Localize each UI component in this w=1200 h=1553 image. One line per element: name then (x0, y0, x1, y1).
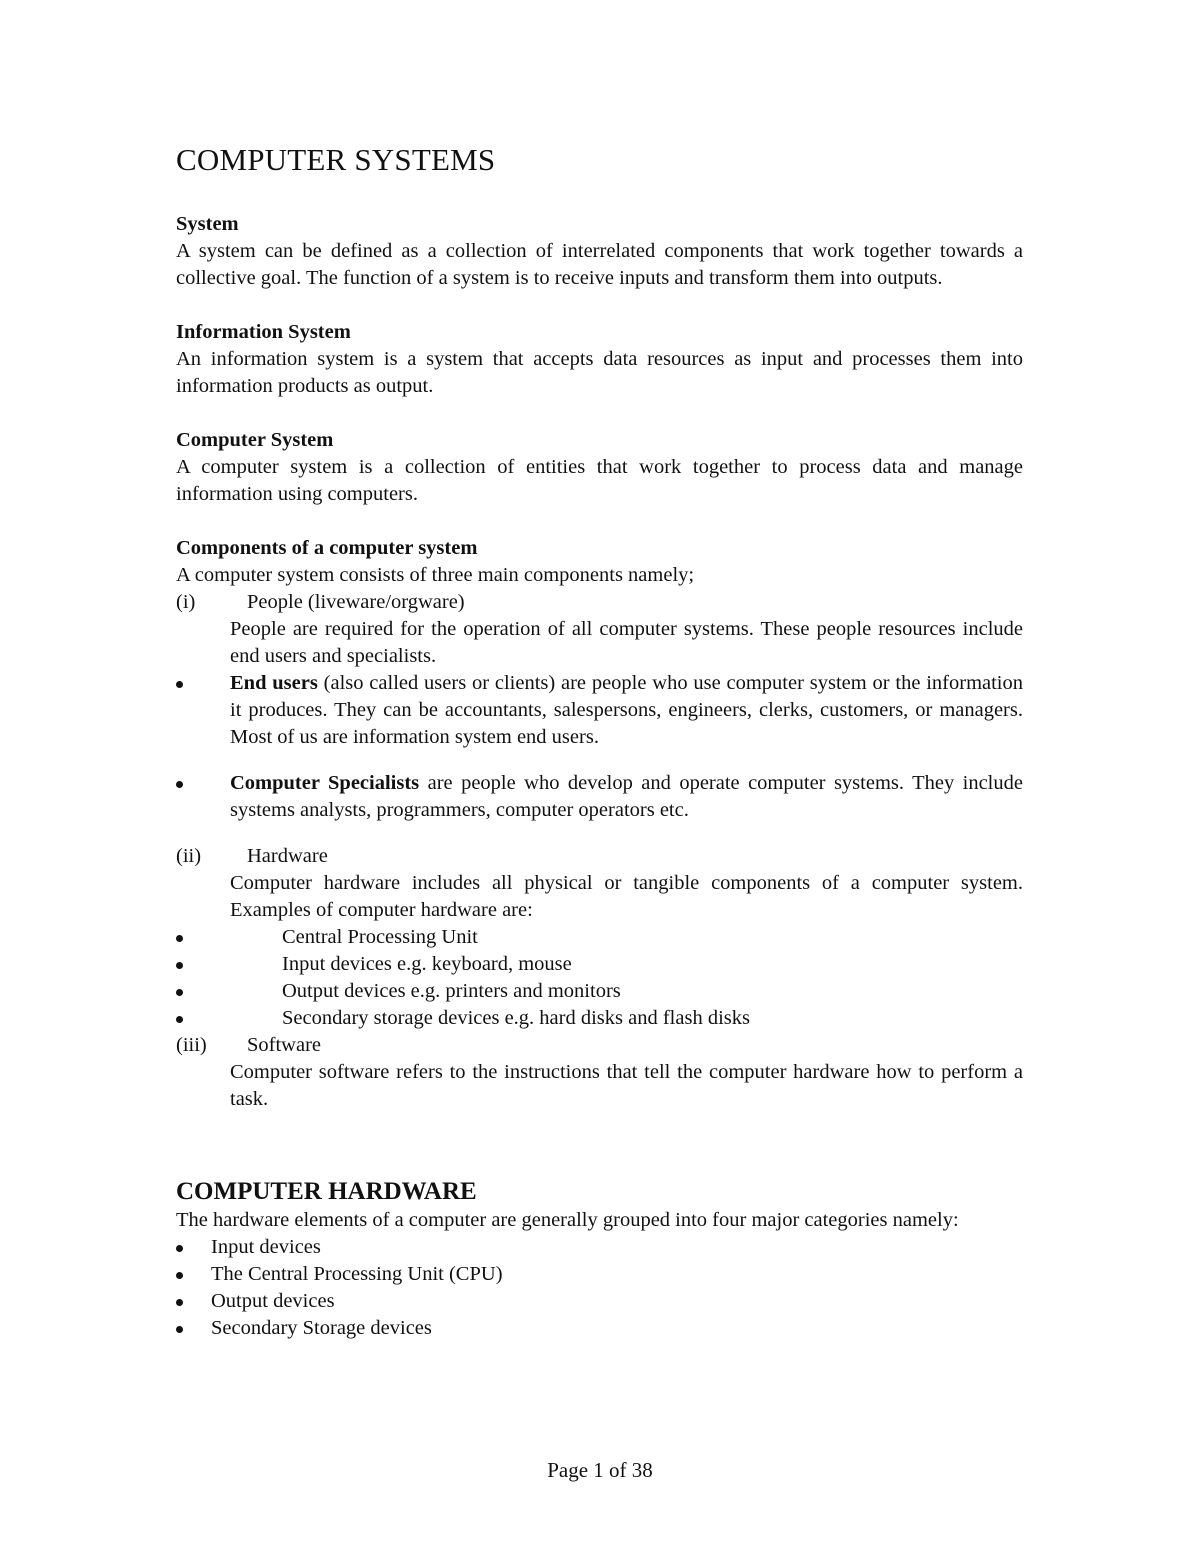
section-body-system: A system can be defined as a collection of interrelated components that work together towards a collective goal. The function of a system is to receive inputs and transform them into outputs. (176, 240, 1023, 289)
component-software (176, 1032, 1023, 1059)
components-intro: A computer system consists of three main components namely; (176, 564, 695, 586)
list-item: The Central Processing Unit (CPU) (176, 1261, 1023, 1288)
section-heading-system: System (176, 213, 239, 235)
component-label: People (liveware/orgware) (247, 591, 465, 613)
bullet-icon (176, 1016, 183, 1023)
people-bullet-list (176, 670, 1023, 824)
component-people (176, 589, 1023, 616)
bullet-icon (176, 681, 183, 688)
hardware-category-list (176, 1234, 1023, 1342)
bullet-icon (176, 1272, 183, 1279)
computer-hardware-intro: The hardware elements of a computer are generally grouped into four major categories namely: (176, 1209, 959, 1231)
component-software-body: Computer software refers to the instructions that tell the computer hardware how to perform a task. (230, 1061, 1023, 1110)
component-hardware (176, 843, 1023, 870)
term-end-users: End users (230, 672, 318, 694)
section-heading-computer-hardware: COMPUTER HARDWARE (176, 1178, 477, 1205)
component-hardware-body: Computer hardware includes all physical or tangible components of a computer system. Examples of computer hardware are: (230, 872, 1023, 921)
bullet-icon (176, 962, 183, 969)
document-page (176, 142, 1023, 1342)
section-body-computer-system: A computer system is a collection of entities that work together to process data and manage information using computers. (176, 456, 1023, 505)
list-item: Output devices e.g. printers and monitors (176, 978, 1023, 1005)
bullet-icon (176, 989, 183, 996)
bullet-icon (176, 1326, 183, 1333)
section-body-information-system: An information system is a system that accepts data resources as input and processes them into information products as output. (176, 348, 1023, 397)
term-computer-specialists: Computer Specialists (230, 772, 420, 794)
hardware-bullet-list (176, 924, 1023, 1032)
end-users-description: (also called users or clients) are people who use computer system or the information it produces. They can be accountants, salespersons, engineers, clerks, customers, or managers. Most of us are information system end users. (230, 672, 1024, 748)
section-heading-computer-system: Computer System (176, 429, 334, 451)
list-item (176, 670, 1023, 751)
component-number: (iii) (176, 1034, 207, 1056)
component-number: (ii) (176, 845, 202, 867)
specialists-description: are people who develop and operate computer systems. They include systems analysts, programmers, computer operators etc. (230, 772, 1023, 821)
list-item: Input devices e.g. keyboard, mouse (176, 951, 1023, 978)
bullet-icon (176, 781, 183, 788)
bullet-icon (176, 1299, 183, 1306)
component-people-body: People are required for the operation of all computer systems. These people resources include end users and specialists. (230, 618, 1023, 667)
list-item: Output devices (176, 1288, 1023, 1315)
list-item: Secondary storage devices e.g. hard disks and flash disks (176, 1005, 1023, 1032)
list-item: Secondary Storage devices (176, 1315, 1023, 1342)
component-number: (i) (176, 591, 196, 613)
bullet-icon (176, 1245, 183, 1252)
list-item (176, 770, 1023, 824)
component-label: Hardware (247, 845, 328, 867)
page-number-footer: Page 1 of 38 (547, 1458, 653, 1482)
section-heading-information-system: Information System (176, 321, 351, 343)
component-label: Software (247, 1034, 322, 1056)
section-heading-components: Components of a computer system (176, 537, 478, 559)
list-item: Central Processing Unit (176, 924, 1023, 951)
bullet-icon (176, 935, 183, 942)
list-item: Input devices (176, 1234, 1023, 1261)
document-title: COMPUTER SYSTEMS (176, 142, 496, 177)
